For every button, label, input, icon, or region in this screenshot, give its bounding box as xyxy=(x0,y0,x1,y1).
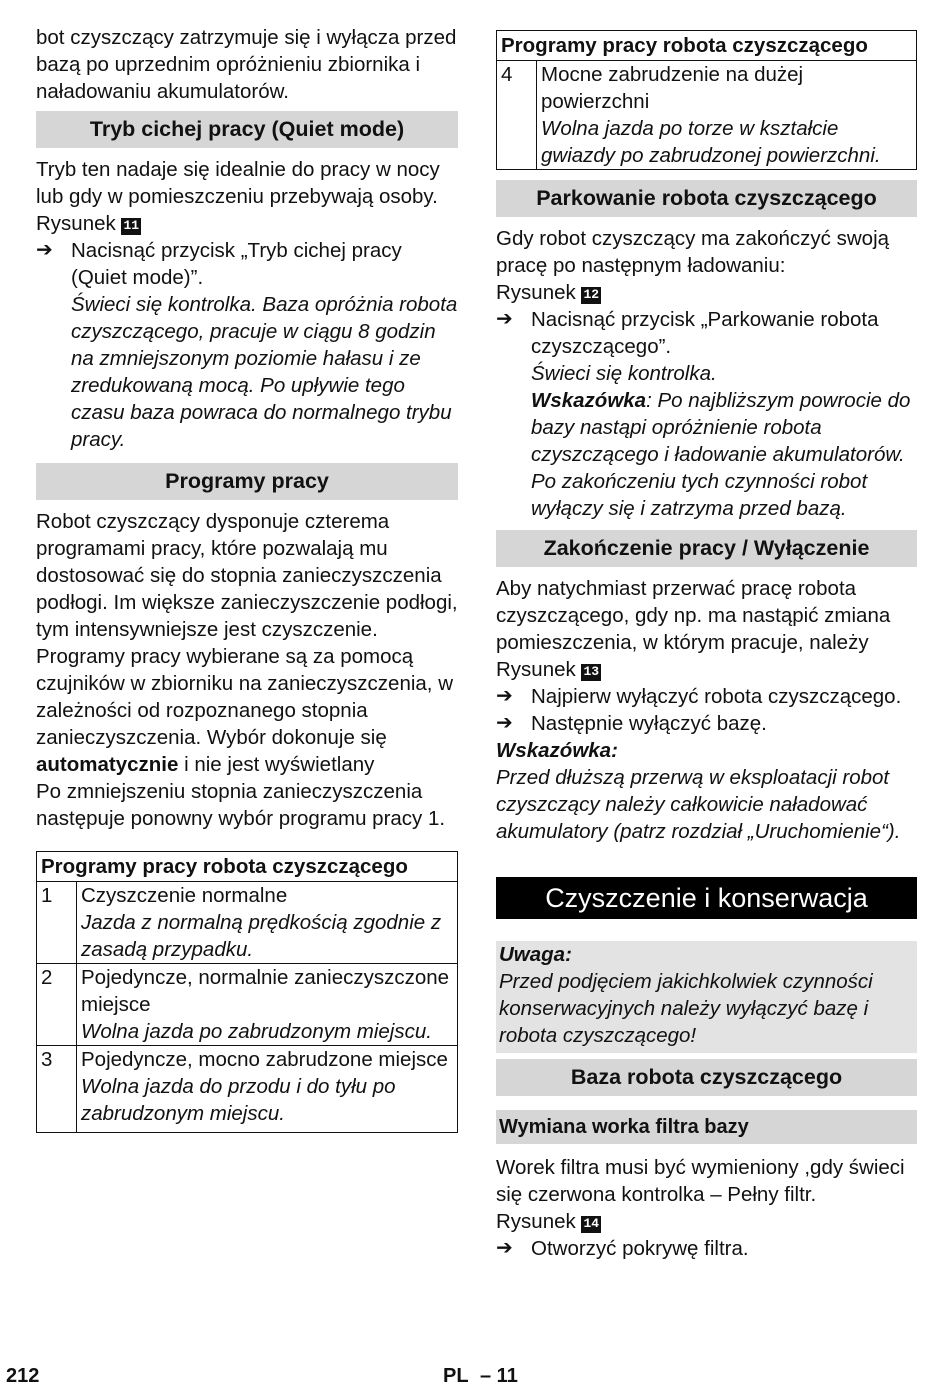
row-desc: Jazda z normalną prędkością zgodnie z zasadą przypadku. xyxy=(81,911,442,961)
right-column xyxy=(496,30,917,1262)
page-number: 212 xyxy=(6,1365,40,1387)
row-number: 2 xyxy=(37,964,77,1046)
row-content xyxy=(77,882,458,964)
table-header: Programy pracy robota czyszczącego xyxy=(37,852,458,882)
row-title: Pojedyncze, normalnie zanieczyszczone miejsce xyxy=(81,966,450,1016)
note-label: Wskazówka xyxy=(531,389,647,412)
note-text: : Po najbliższym powrocie do bazy nastąpi opróżnienie robota czyszczącego i ładowanie akumulatorów. Po zakończeniu tych czynności robot wyłączy się i zatrzyma przed bazą. xyxy=(531,389,911,520)
shutdown-figure-ref xyxy=(496,656,917,683)
figure-number-badge: 11 xyxy=(123,218,140,233)
table-row xyxy=(37,882,458,964)
figure-label: Rysunek xyxy=(496,281,576,304)
shutdown-heading: Zakończenie pracy / Wyłączenie xyxy=(496,530,917,567)
warning-label: Uwaga: xyxy=(499,943,572,966)
row-title: Mocne zabrudzenie na dużej powierzchni xyxy=(541,63,804,113)
programs-text xyxy=(36,508,458,778)
warning-box xyxy=(496,941,917,1053)
arrow-right-icon: ➔ xyxy=(496,712,513,734)
figure-label: Rysunek xyxy=(496,658,576,681)
row-number: 1 xyxy=(37,882,77,964)
base-heading: Baza robota czyszczącego xyxy=(496,1059,917,1096)
programs-table xyxy=(36,851,458,1133)
row-content xyxy=(77,964,458,1046)
table-row xyxy=(37,1046,458,1133)
shutdown-text: Aby natychmiast przerwać pracę robota czyszczącego, gdy np. ma nastąpić zmiana pomieszczenia, w którym pracuje, należy xyxy=(496,577,891,654)
filter-text: Worek filtra musi być wymieniony ,gdy świeci się czerwona kontrolka – Pełny filtr. xyxy=(496,1156,905,1206)
row-desc: Wolna jazda do przodu i do tyłu po zabrudzonym miejscu. xyxy=(81,1075,396,1125)
shutdown-note-text: Przed dłuższą przerwą w eksploatacji robot czyszczący należy całkowicie naładować akumulatory (patrz rozdział „Uruchomienie“). xyxy=(496,766,901,843)
filter-step xyxy=(496,1235,917,1262)
row-content xyxy=(77,1046,458,1133)
parking-heading: Parkowanie robota czyszczącego xyxy=(496,180,917,217)
arrow-right-icon: ➔ xyxy=(496,1237,513,1259)
quiet-figure-ref xyxy=(36,210,458,237)
figure-label: Rysunek xyxy=(496,1210,576,1233)
parking-figure-ref xyxy=(496,279,917,306)
parking-note xyxy=(496,387,917,522)
arrow-right-icon: ➔ xyxy=(36,239,53,261)
cleaning-heading: Czyszczenie i konserwacja xyxy=(496,877,917,919)
figure-number-badge: 12 xyxy=(583,287,600,302)
table-row xyxy=(37,964,458,1046)
left-column xyxy=(36,24,458,1133)
filter-figure-ref xyxy=(496,1208,917,1235)
quiet-mode-heading: Tryb cichej pracy (Quiet mode) xyxy=(36,111,458,148)
row-number: 4 xyxy=(497,61,537,170)
figure-number-badge: 13 xyxy=(583,664,600,679)
row-desc: Wolna jazda po torze w kształcie gwiazdy po zabrudzonej powierzchni. xyxy=(541,117,881,167)
warning-text: Przed podjęciem jakichkolwiek czynności konserwacyjnych należy wyłączyć bazę i robota czyszczącego! xyxy=(499,970,873,1047)
step-text: Nacisnąć przycisk „Parkowanie robota czyszczącego”. xyxy=(531,308,879,358)
figure-label: Rysunek xyxy=(36,212,116,235)
parking-step xyxy=(496,306,917,360)
row-title: Pojedyncze, mocno zabrudzone miejsce xyxy=(81,1048,448,1071)
programs-text-b: i nie jest wyświetlany xyxy=(178,753,375,776)
row-desc: Wolna jazda po zabrudzonym miejscu. xyxy=(81,1020,432,1043)
table-row xyxy=(497,61,917,170)
programs-text-bold: automatycznie xyxy=(36,753,179,776)
arrow-right-icon: ➔ xyxy=(496,685,513,707)
quiet-mode-text: Tryb ten nadaje się idealnie do pracy w nocy lub gdy w pomieszczeniu przebywają osoby. xyxy=(36,158,440,208)
shutdown-step-2 xyxy=(496,710,917,737)
row-content xyxy=(537,61,917,170)
quiet-step xyxy=(36,237,458,291)
programs-heading: Programy pracy xyxy=(36,463,458,500)
parking-text: Gdy robot czyszczący ma zakończyć swoją pracę po następnym ładowaniu: xyxy=(496,227,890,277)
arrow-right-icon: ➔ xyxy=(496,308,513,330)
parking-result: Świeci się kontrolka. xyxy=(531,362,717,385)
programs-text-2: Po zmniejszeniu stopnia zanieczyszczenia następuje ponowny wybór programu pracy 1. xyxy=(36,780,446,830)
programs-text-a: Robot czyszczący dysponuje czterema programami pracy, które pozwalają mu dostosować się do stopnia zanieczyszczenia podłogi. Im większe zanieczyszczenie podłogi, tym intensywniejsze jest czyszczenie. Programy pracy wybierane są za pomocą czujników w zbiorniku na zanieczyszczenia, w zależności od rozpoznanego stopnia zanieczyszczenia. Wybór dokonuje się xyxy=(36,510,458,749)
intro-paragraph: bot czyszczący zatrzymuje się i wyłącza przed bazą po uprzednim opróżnieniu zbiornika i naładowaniu akumulatorów. xyxy=(36,26,457,103)
shutdown-step-1 xyxy=(496,683,917,710)
row-number: 3 xyxy=(37,1046,77,1133)
step-text: Otworzyć pokrywę filtra. xyxy=(531,1237,749,1260)
footer-lang: PL xyxy=(443,1365,469,1387)
row-title: Czyszczenie normalne xyxy=(81,884,288,907)
step-text: Najpierw wyłączyć robota czyszczącego. xyxy=(531,685,902,708)
table-header: Programy pracy robota czyszczącego xyxy=(497,31,917,61)
step-text: Następnie wyłączyć bazę. xyxy=(531,712,767,735)
step-text: Nacisnąć przycisk „Tryb cichej pracy (Quiet mode)”. xyxy=(71,239,402,289)
footer-section-page: – 11 xyxy=(480,1365,518,1387)
programs-table-continued xyxy=(496,30,917,170)
filter-heading: Wymiana worka filtra bazy xyxy=(496,1110,917,1144)
quiet-result: Świeci się kontrolka. Baza opróżnia robota czyszczącego, pracuje w ciągu 8 godzin na zmniejszonym poziomie hałasu i ze zredukowaną mocą. Po upływie tego czasu baza powraca do normalnego trybu pracy. xyxy=(71,293,458,451)
shutdown-note-label: Wskazówka: xyxy=(496,739,618,762)
figure-number-badge: 14 xyxy=(583,1216,600,1231)
